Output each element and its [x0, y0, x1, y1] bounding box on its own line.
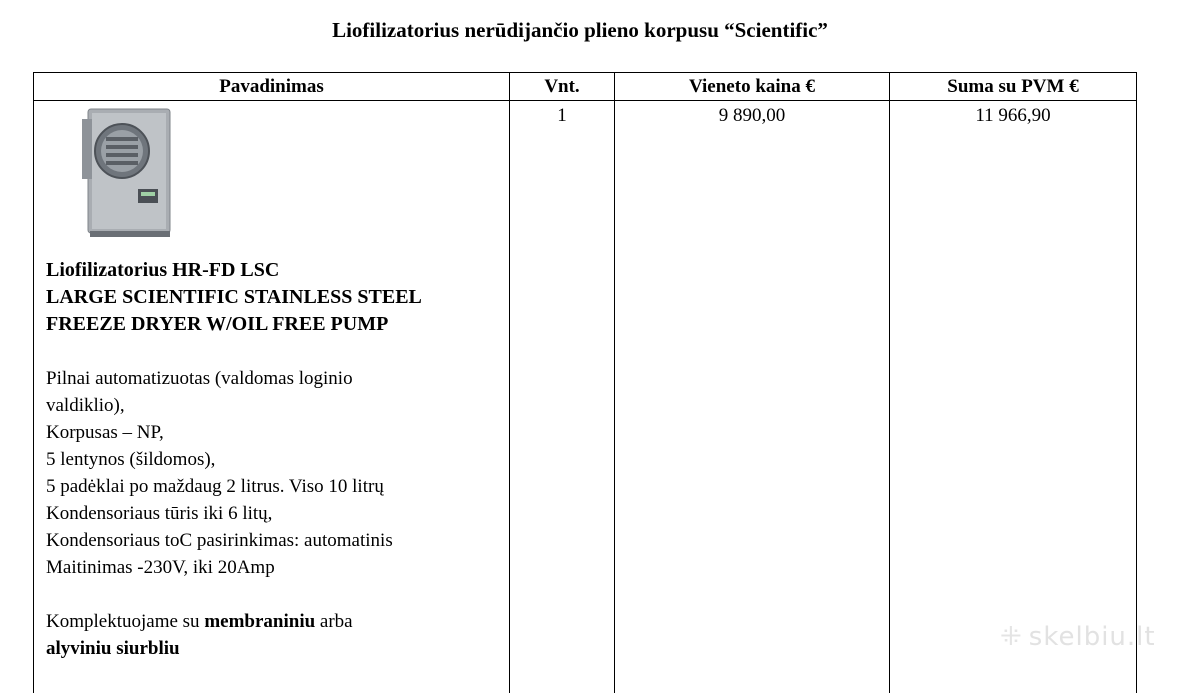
pump-note-line — [46, 635, 509, 662]
document-title: Liofilizatorius nerūdijančio plieno korpusu “Scientific” — [332, 18, 828, 42]
header-name: Pavadinimas — [34, 73, 510, 101]
product-model — [46, 257, 509, 338]
pump-note-line — [46, 608, 509, 635]
unit-price-cell: 9 890,00 — [615, 101, 890, 693]
pump-note-text: Komplektuojame su — [46, 611, 205, 632]
spec-line: 5 lentynos (šildomos), — [46, 449, 216, 470]
model-line: LARGE SCIENTIFIC STAINLESS STEEL — [46, 286, 422, 308]
header-unit-price: Vieneto kaina € — [615, 73, 890, 101]
pump-option-membrane: membraniniu — [204, 611, 316, 632]
spec-line: Kondensoriaus toC pasirinkimas: automatinis — [46, 530, 393, 551]
header-quantity: Vnt. — [510, 73, 615, 101]
watermark-text: skelbiu.lt — [1028, 622, 1156, 652]
spec-line: valdiklio), — [46, 395, 125, 416]
spec-line: Maitinimas -230V, iki 20Amp — [46, 557, 275, 578]
product-specs — [46, 365, 509, 581]
model-line: FREEZE DRYER W/OIL FREE PUMP — [46, 313, 389, 335]
spec-line: Pilnai automatizuotas (valdomas loginio — [46, 368, 353, 389]
pump-option-oil: alyviniu siurbliu — [46, 638, 180, 659]
spec-line: Kondensoriaus tūris iki 6 litų, — [46, 503, 273, 524]
model-line: Liofilizatorius HR-FD LSC — [46, 259, 280, 281]
header-row — [34, 73, 1137, 101]
spec-line: Korpusas – NP, — [46, 422, 164, 443]
offer-table — [33, 72, 1137, 693]
total-vat-cell: 11 966,90 — [890, 101, 1137, 693]
watermark-logo-icon: ⁜ — [1000, 622, 1023, 652]
quantity-cell: 1 — [510, 101, 615, 693]
freeze-dryer-image — [66, 105, 186, 245]
pump-note-text: arba — [315, 611, 353, 632]
spec-line: 5 padėklai po maždaug 2 litrus. Viso 10 litrų — [46, 476, 384, 497]
table-row — [34, 101, 1137, 693]
watermark — [1000, 622, 1156, 652]
header-total-vat: Suma su PVM € — [890, 73, 1137, 101]
pump-note — [46, 608, 509, 662]
product-description-cell — [34, 101, 510, 693]
